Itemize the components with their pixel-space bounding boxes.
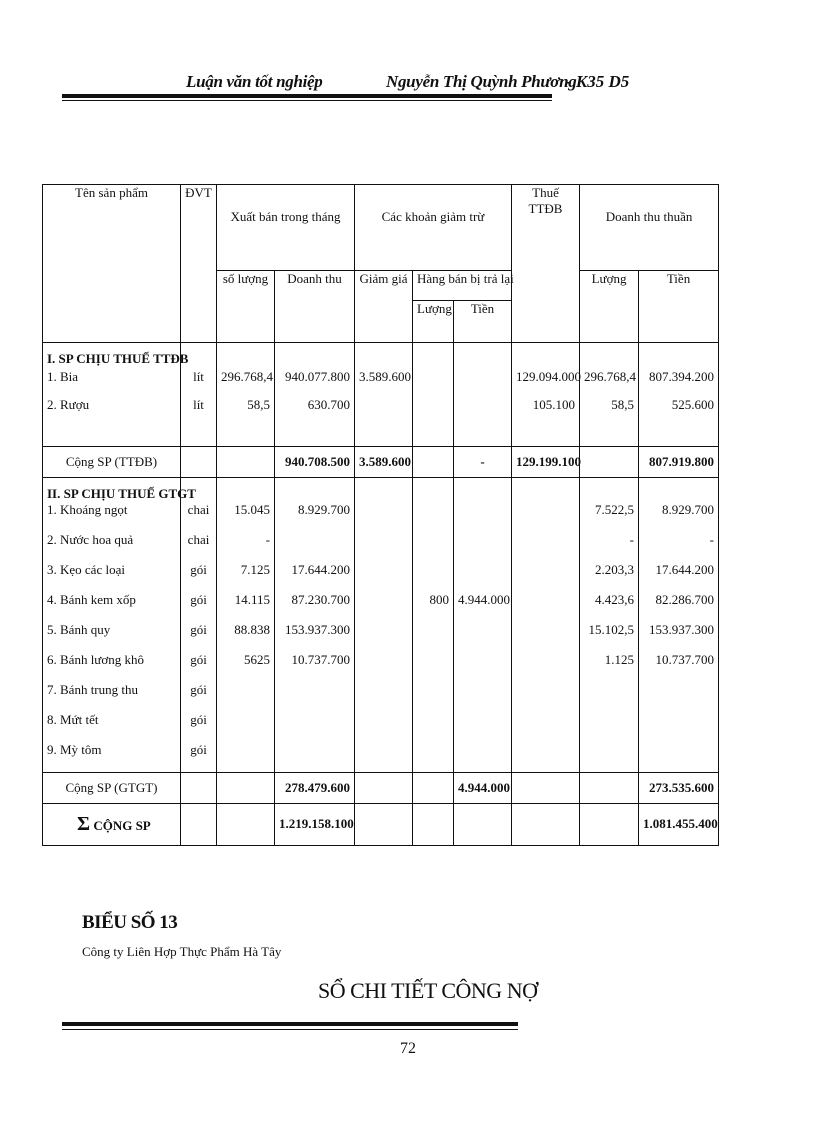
col-group-net-revenue: Doanh thu thuần xyxy=(580,185,719,271)
table-row: 2. Nước hoa quả chai - - - xyxy=(43,532,719,562)
subtotal-row-vat: Cộng SP (GTGT) 278.479.600 4.944.000 273.535.600 xyxy=(43,772,719,803)
col-sales-qty: số lượng xyxy=(217,271,275,343)
page-number: 72 xyxy=(400,1040,416,1057)
table-row: 7. Bánh trung thu gói xyxy=(43,682,719,712)
table-row: 4. Bánh kem xốp gói 14.115 87.230.700 800 4.944.000 4.423,6 82.286.700 xyxy=(43,592,719,622)
table-row: 1. Khoáng ngọt chai 15.045 8.929.700 7.522,5 8.929.700 xyxy=(43,502,719,532)
table-row: 8. Mứt tết gói xyxy=(43,712,719,742)
col-product-name: Tên sản phẩm xyxy=(43,185,181,343)
col-discount: Giảm giá xyxy=(355,271,413,343)
col-net-amount: Tiền xyxy=(639,271,719,343)
table-row: 5. Bánh quy gói 88.838 153.937.300 15.102,5 153.937.300 xyxy=(43,622,719,652)
grand-total-row: Σ CỘNG SP 1.219.158.100 1.081.455.400 xyxy=(43,803,719,845)
table-row: 1. Bia lít 296.768,4 940.077.800 3.589.600 129.094.000 296.768,4 807.394.200 xyxy=(43,369,719,397)
col-returned-qty: Lượng xyxy=(413,301,454,343)
header-rule-thin xyxy=(62,100,552,101)
header-thesis-label: Luận văn tốt nghiệp xyxy=(186,72,323,91)
col-group-sales: Xuất bán trong tháng xyxy=(217,185,355,271)
form-title: BIỂU SỐ 13 xyxy=(82,912,178,933)
header-author: Nguyễn Thị Quỳnh Phương xyxy=(386,72,577,91)
col-group-deductions: Các khoản giảm trừ xyxy=(355,185,512,271)
section-title-excise: I. SP CHỊU THUẾ TTĐB xyxy=(43,343,181,369)
grand-total-label: CỘNG SP xyxy=(93,817,151,833)
table-row: 6. Bánh lương khô gói 5625 10.737.700 1.125 10.737.700 xyxy=(43,652,719,682)
sigma-symbol: Σ xyxy=(77,812,91,835)
col-sales-revenue: Doanh thu xyxy=(275,271,355,343)
col-excise-tax: Thuế TTĐB xyxy=(512,185,580,343)
col-group-returned: Hàng bán bị trả lại xyxy=(413,271,512,301)
header-class: - K35 D5 xyxy=(566,72,630,91)
col-returned-amount: Tiền xyxy=(454,301,512,343)
table-row: 2. Rượu lít 58,5 630.700 105.100 58,5 525.600 xyxy=(43,397,719,447)
company-name: Công ty Liên Hợp Thực Phẩm Hà Tây xyxy=(82,944,282,959)
revenue-table xyxy=(42,184,719,846)
table-row: 3. Kẹo các loại gói 7.125 17.644.200 2.203,3 17.644.200 xyxy=(43,562,719,592)
col-net-qty: Lượng xyxy=(580,271,639,343)
col-unit: ĐVT xyxy=(181,185,217,343)
footer-rule-thin xyxy=(62,1029,518,1030)
table-row: 9. Mỳ tôm gói xyxy=(43,742,719,772)
footer-rule-thick xyxy=(62,1022,518,1026)
header-rule-thick xyxy=(62,94,552,98)
section-title-vat: II. SP CHỊU THUẾ GTGT xyxy=(43,478,181,503)
subtotal-row-excise: Cộng SP (TTĐB) 940.708.500 3.589.600 - 129.199.100 807.919.800 xyxy=(43,447,719,478)
ledger-title: SỔ CHI TIẾT CÔNG NỢ xyxy=(318,978,538,1003)
